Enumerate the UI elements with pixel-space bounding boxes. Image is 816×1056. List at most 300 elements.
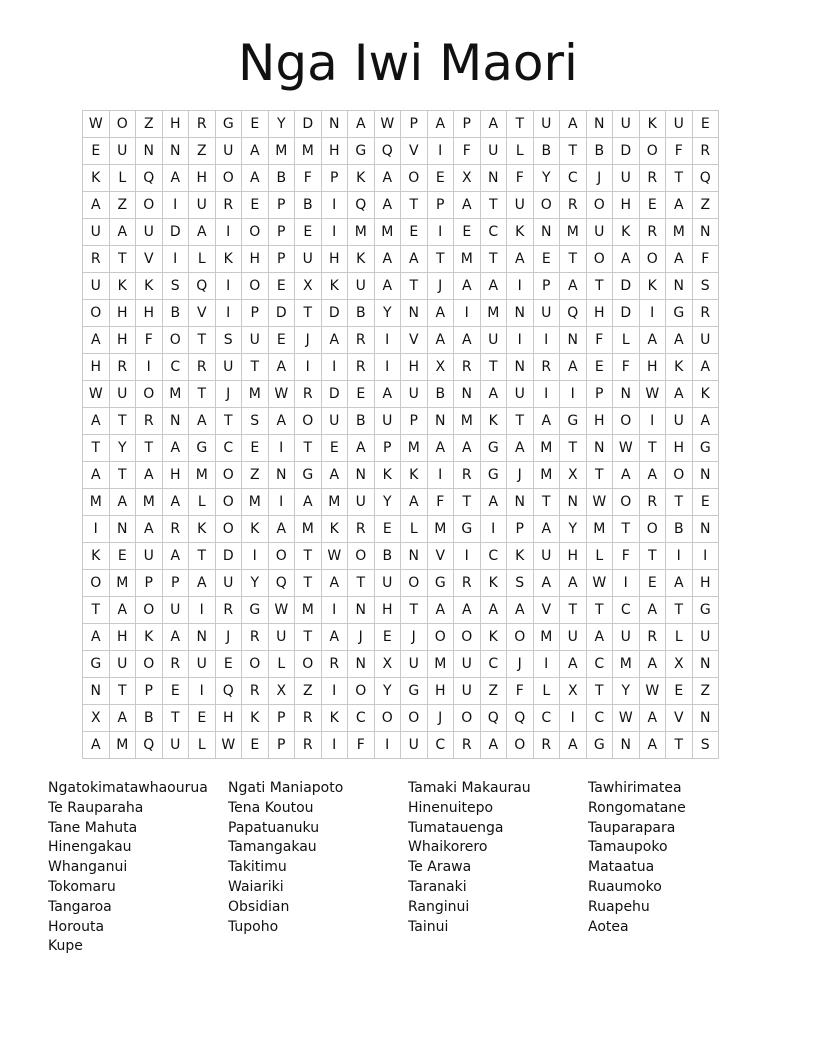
grid-cell[interactable]: B — [427, 381, 454, 408]
grid-cell[interactable]: D — [321, 300, 348, 327]
grid-cell[interactable]: M — [295, 138, 322, 165]
grid-cell[interactable]: K — [321, 273, 348, 300]
grid-cell[interactable]: H — [586, 408, 613, 435]
grid-cell[interactable]: M — [401, 435, 428, 462]
grid-cell[interactable]: K — [480, 408, 507, 435]
grid-cell[interactable]: A — [321, 624, 348, 651]
grid-cell[interactable]: I — [533, 381, 560, 408]
grid-cell[interactable]: W — [639, 381, 666, 408]
grid-cell[interactable]: M — [162, 381, 189, 408]
grid-cell[interactable]: R — [639, 624, 666, 651]
grid-cell[interactable]: A — [666, 570, 693, 597]
grid-cell[interactable]: F — [507, 678, 534, 705]
grid-cell[interactable]: C — [480, 219, 507, 246]
grid-cell[interactable]: W — [215, 732, 242, 759]
grid-cell[interactable]: A — [189, 408, 216, 435]
grid-cell[interactable]: A — [109, 219, 136, 246]
grid-cell[interactable]: U — [136, 543, 163, 570]
grid-cell[interactable]: C — [427, 732, 454, 759]
grid-cell[interactable]: A — [560, 273, 587, 300]
grid-cell[interactable]: A — [374, 381, 401, 408]
grid-cell[interactable]: R — [639, 219, 666, 246]
grid-cell[interactable]: F — [613, 543, 640, 570]
grid-cell[interactable]: R — [692, 300, 719, 327]
grid-cell[interactable]: M — [480, 300, 507, 327]
grid-cell[interactable]: P — [586, 381, 613, 408]
grid-cell[interactable]: F — [613, 354, 640, 381]
grid-cell[interactable]: L — [189, 732, 216, 759]
grid-cell[interactable]: W — [586, 489, 613, 516]
grid-cell[interactable]: A — [639, 732, 666, 759]
grid-cell[interactable]: K — [666, 354, 693, 381]
grid-cell[interactable]: I — [480, 516, 507, 543]
grid-cell[interactable]: U — [321, 408, 348, 435]
grid-cell[interactable]: I — [189, 597, 216, 624]
grid-cell[interactable]: B — [533, 138, 560, 165]
grid-cell[interactable]: V — [401, 138, 428, 165]
grid-cell[interactable]: L — [189, 246, 216, 273]
grid-cell[interactable]: C — [586, 705, 613, 732]
grid-cell[interactable]: I — [533, 651, 560, 678]
grid-cell[interactable]: K — [83, 543, 110, 570]
grid-cell[interactable]: P — [242, 300, 269, 327]
grid-cell[interactable]: U — [136, 219, 163, 246]
grid-cell[interactable]: R — [639, 489, 666, 516]
grid-cell[interactable]: A — [162, 624, 189, 651]
grid-cell[interactable]: K — [215, 246, 242, 273]
grid-cell[interactable]: W — [83, 111, 110, 138]
grid-cell[interactable]: G — [480, 462, 507, 489]
grid-cell[interactable]: U — [215, 354, 242, 381]
grid-cell[interactable]: E — [692, 111, 719, 138]
grid-cell[interactable]: C — [480, 651, 507, 678]
grid-cell[interactable]: L — [109, 165, 136, 192]
grid-cell[interactable]: K — [639, 111, 666, 138]
grid-cell[interactable]: A — [692, 408, 719, 435]
grid-cell[interactable]: M — [454, 246, 481, 273]
grid-cell[interactable]: A — [639, 462, 666, 489]
grid-cell[interactable]: N — [613, 381, 640, 408]
grid-cell[interactable]: P — [401, 111, 428, 138]
grid-cell[interactable]: A — [480, 597, 507, 624]
grid-cell[interactable]: I — [639, 408, 666, 435]
grid-cell[interactable]: L — [533, 678, 560, 705]
grid-cell[interactable]: J — [215, 624, 242, 651]
grid-cell[interactable]: A — [427, 435, 454, 462]
grid-cell[interactable]: U — [454, 651, 481, 678]
grid-cell[interactable]: M — [321, 489, 348, 516]
grid-cell[interactable]: G — [666, 300, 693, 327]
grid-cell[interactable]: I — [639, 300, 666, 327]
grid-cell[interactable]: S — [242, 408, 269, 435]
grid-cell[interactable]: N — [533, 219, 560, 246]
grid-cell[interactable]: K — [348, 246, 375, 273]
grid-cell[interactable]: N — [692, 705, 719, 732]
grid-cell[interactable]: Z — [109, 192, 136, 219]
grid-cell[interactable]: U — [692, 624, 719, 651]
grid-cell[interactable]: I — [374, 327, 401, 354]
grid-cell[interactable]: U — [666, 111, 693, 138]
grid-cell[interactable]: E — [83, 138, 110, 165]
grid-cell[interactable]: A — [83, 462, 110, 489]
grid-cell[interactable]: R — [242, 678, 269, 705]
grid-cell[interactable]: V — [427, 543, 454, 570]
grid-cell[interactable]: K — [401, 462, 428, 489]
grid-cell[interactable]: A — [83, 192, 110, 219]
grid-cell[interactable]: K — [480, 570, 507, 597]
grid-cell[interactable]: G — [454, 516, 481, 543]
grid-cell[interactable]: U — [109, 381, 136, 408]
grid-cell[interactable]: T — [295, 570, 322, 597]
grid-cell[interactable]: I — [507, 327, 534, 354]
grid-cell[interactable]: O — [374, 705, 401, 732]
grid-cell[interactable]: U — [586, 219, 613, 246]
grid-cell[interactable]: H — [189, 165, 216, 192]
grid-cell[interactable]: P — [162, 570, 189, 597]
grid-cell[interactable]: N — [321, 111, 348, 138]
grid-cell[interactable]: R — [162, 651, 189, 678]
grid-cell[interactable]: M — [83, 489, 110, 516]
grid-cell[interactable]: T — [586, 462, 613, 489]
grid-cell[interactable]: N — [401, 543, 428, 570]
grid-cell[interactable]: O — [136, 597, 163, 624]
grid-cell[interactable]: A — [268, 354, 295, 381]
grid-cell[interactable]: M — [613, 651, 640, 678]
grid-cell[interactable]: U — [215, 138, 242, 165]
grid-cell[interactable]: I — [295, 354, 322, 381]
grid-cell[interactable]: Q — [560, 300, 587, 327]
grid-cell[interactable]: W — [83, 381, 110, 408]
grid-cell[interactable]: E — [268, 273, 295, 300]
grid-cell[interactable]: N — [666, 273, 693, 300]
grid-cell[interactable]: E — [215, 651, 242, 678]
grid-cell[interactable]: M — [109, 570, 136, 597]
grid-cell[interactable]: J — [427, 273, 454, 300]
grid-cell[interactable]: F — [295, 165, 322, 192]
grid-cell[interactable]: I — [215, 300, 242, 327]
grid-cell[interactable]: R — [109, 354, 136, 381]
grid-cell[interactable]: T — [560, 246, 587, 273]
grid-cell[interactable]: O — [242, 273, 269, 300]
grid-cell[interactable]: U — [533, 111, 560, 138]
grid-cell[interactable]: M — [427, 651, 454, 678]
grid-cell[interactable]: V — [401, 327, 428, 354]
grid-cell[interactable]: G — [189, 435, 216, 462]
grid-cell[interactable]: O — [136, 192, 163, 219]
grid-cell[interactable]: U — [560, 624, 587, 651]
grid-cell[interactable]: M — [560, 219, 587, 246]
grid-cell[interactable]: I — [136, 354, 163, 381]
grid-cell[interactable]: A — [348, 111, 375, 138]
grid-cell[interactable]: H — [242, 246, 269, 273]
grid-cell[interactable]: Q — [374, 138, 401, 165]
grid-cell[interactable]: S — [692, 273, 719, 300]
grid-cell[interactable]: U — [83, 273, 110, 300]
grid-cell[interactable]: O — [348, 678, 375, 705]
grid-cell[interactable]: T — [162, 705, 189, 732]
grid-cell[interactable]: K — [692, 381, 719, 408]
grid-cell[interactable]: A — [666, 381, 693, 408]
grid-cell[interactable]: N — [83, 678, 110, 705]
grid-cell[interactable]: N — [348, 651, 375, 678]
grid-cell[interactable]: I — [454, 543, 481, 570]
grid-cell[interactable]: A — [83, 732, 110, 759]
grid-cell[interactable]: O — [268, 543, 295, 570]
grid-cell[interactable]: C — [480, 543, 507, 570]
grid-cell[interactable]: H — [639, 354, 666, 381]
grid-cell[interactable]: A — [401, 246, 428, 273]
grid-cell[interactable]: O — [586, 192, 613, 219]
grid-cell[interactable]: P — [268, 219, 295, 246]
grid-cell[interactable]: A — [162, 435, 189, 462]
grid-cell[interactable]: E — [639, 192, 666, 219]
grid-cell[interactable]: P — [533, 273, 560, 300]
grid-cell[interactable]: M — [454, 408, 481, 435]
grid-cell[interactable]: I — [268, 435, 295, 462]
grid-cell[interactable]: Y — [560, 516, 587, 543]
grid-cell[interactable]: O — [215, 516, 242, 543]
grid-cell[interactable]: R — [189, 354, 216, 381]
grid-cell[interactable]: O — [162, 327, 189, 354]
grid-cell[interactable]: Y — [374, 678, 401, 705]
grid-cell[interactable]: R — [162, 516, 189, 543]
grid-cell[interactable]: U — [692, 327, 719, 354]
grid-cell[interactable]: H — [427, 678, 454, 705]
grid-cell[interactable]: Z — [692, 192, 719, 219]
grid-cell[interactable]: X — [666, 651, 693, 678]
grid-cell[interactable]: H — [109, 624, 136, 651]
grid-cell[interactable]: A — [533, 570, 560, 597]
grid-cell[interactable]: T — [242, 354, 269, 381]
grid-cell[interactable]: T — [295, 624, 322, 651]
grid-cell[interactable]: A — [560, 570, 587, 597]
grid-cell[interactable]: A — [162, 489, 189, 516]
grid-cell[interactable]: T — [586, 273, 613, 300]
grid-cell[interactable]: B — [348, 300, 375, 327]
grid-cell[interactable]: X — [427, 354, 454, 381]
grid-cell[interactable]: A — [613, 246, 640, 273]
grid-cell[interactable]: R — [295, 381, 322, 408]
grid-cell[interactable]: B — [666, 516, 693, 543]
grid-cell[interactable]: I — [321, 678, 348, 705]
grid-cell[interactable]: K — [242, 705, 269, 732]
grid-cell[interactable]: T — [189, 327, 216, 354]
grid-cell[interactable]: V — [189, 300, 216, 327]
grid-cell[interactable]: U — [401, 651, 428, 678]
grid-cell[interactable]: A — [533, 408, 560, 435]
grid-cell[interactable]: P — [374, 435, 401, 462]
grid-cell[interactable]: S — [692, 732, 719, 759]
grid-cell[interactable]: W — [613, 435, 640, 462]
grid-cell[interactable]: C — [560, 165, 587, 192]
grid-cell[interactable]: N — [109, 516, 136, 543]
grid-cell[interactable]: O — [586, 246, 613, 273]
grid-cell[interactable]: R — [533, 354, 560, 381]
grid-cell[interactable]: R — [215, 597, 242, 624]
grid-cell[interactable]: J — [401, 624, 428, 651]
grid-cell[interactable]: A — [454, 273, 481, 300]
grid-cell[interactable]: E — [533, 246, 560, 273]
grid-cell[interactable]: J — [295, 327, 322, 354]
grid-cell[interactable]: P — [268, 705, 295, 732]
grid-cell[interactable]: R — [348, 354, 375, 381]
grid-cell[interactable]: A — [560, 651, 587, 678]
grid-cell[interactable]: A — [533, 516, 560, 543]
grid-cell[interactable]: A — [83, 327, 110, 354]
grid-cell[interactable]: R — [560, 192, 587, 219]
grid-cell[interactable]: O — [454, 705, 481, 732]
grid-cell[interactable]: M — [586, 516, 613, 543]
grid-cell[interactable]: K — [507, 219, 534, 246]
grid-cell[interactable]: A — [480, 273, 507, 300]
grid-cell[interactable]: T — [401, 192, 428, 219]
grid-cell[interactable]: N — [692, 516, 719, 543]
grid-cell[interactable]: U — [480, 327, 507, 354]
grid-cell[interactable]: P — [454, 111, 481, 138]
grid-cell[interactable]: W — [268, 597, 295, 624]
grid-cell[interactable]: F — [507, 165, 534, 192]
grid-cell[interactable]: O — [666, 462, 693, 489]
grid-cell[interactable]: A — [109, 705, 136, 732]
grid-cell[interactable]: H — [109, 300, 136, 327]
grid-cell[interactable]: U — [83, 219, 110, 246]
grid-cell[interactable]: T — [109, 246, 136, 273]
grid-cell[interactable]: U — [533, 543, 560, 570]
grid-cell[interactable]: J — [215, 381, 242, 408]
grid-cell[interactable]: C — [586, 651, 613, 678]
grid-cell[interactable]: D — [613, 273, 640, 300]
grid-cell[interactable]: T — [189, 543, 216, 570]
grid-cell[interactable]: Y — [268, 111, 295, 138]
grid-cell[interactable]: A — [295, 489, 322, 516]
grid-cell[interactable]: N — [427, 408, 454, 435]
grid-cell[interactable]: D — [613, 138, 640, 165]
grid-cell[interactable]: J — [586, 165, 613, 192]
grid-cell[interactable]: Q — [507, 705, 534, 732]
grid-cell[interactable]: R — [295, 732, 322, 759]
grid-cell[interactable]: A — [136, 516, 163, 543]
grid-cell[interactable]: H — [215, 705, 242, 732]
grid-cell[interactable]: W — [374, 111, 401, 138]
grid-cell[interactable]: C — [613, 597, 640, 624]
grid-cell[interactable]: M — [242, 489, 269, 516]
grid-cell[interactable]: Y — [533, 165, 560, 192]
grid-cell[interactable]: T — [586, 597, 613, 624]
grid-cell[interactable]: I — [321, 597, 348, 624]
grid-cell[interactable]: J — [507, 651, 534, 678]
grid-cell[interactable]: T — [295, 543, 322, 570]
grid-cell[interactable]: R — [242, 624, 269, 651]
grid-cell[interactable]: A — [427, 300, 454, 327]
grid-cell[interactable]: B — [162, 300, 189, 327]
grid-cell[interactable]: Z — [295, 678, 322, 705]
grid-cell[interactable]: A — [268, 516, 295, 543]
grid-cell[interactable]: V — [666, 705, 693, 732]
grid-cell[interactable]: I — [613, 570, 640, 597]
grid-cell[interactable]: M — [348, 219, 375, 246]
grid-cell[interactable]: F — [692, 246, 719, 273]
grid-cell[interactable]: A — [560, 111, 587, 138]
grid-cell[interactable]: O — [401, 165, 428, 192]
grid-cell[interactable]: E — [242, 732, 269, 759]
grid-cell[interactable]: T — [480, 354, 507, 381]
grid-cell[interactable]: R — [136, 408, 163, 435]
grid-cell[interactable]: U — [189, 651, 216, 678]
grid-cell[interactable]: U — [480, 138, 507, 165]
grid-cell[interactable]: A — [639, 705, 666, 732]
grid-cell[interactable]: E — [374, 624, 401, 651]
grid-cell[interactable]: A — [109, 597, 136, 624]
grid-cell[interactable]: T — [480, 192, 507, 219]
grid-cell[interactable]: H — [374, 597, 401, 624]
grid-cell[interactable]: I — [162, 192, 189, 219]
grid-cell[interactable]: H — [109, 327, 136, 354]
grid-cell[interactable]: O — [613, 489, 640, 516]
grid-cell[interactable]: N — [560, 489, 587, 516]
grid-cell[interactable]: R — [454, 462, 481, 489]
grid-cell[interactable]: T — [533, 489, 560, 516]
grid-cell[interactable]: V — [533, 597, 560, 624]
grid-cell[interactable]: Q — [136, 732, 163, 759]
grid-cell[interactable]: I — [507, 273, 534, 300]
grid-cell[interactable]: O — [136, 651, 163, 678]
grid-cell[interactable]: I — [189, 678, 216, 705]
grid-cell[interactable]: H — [666, 435, 693, 462]
grid-cell[interactable]: W — [321, 543, 348, 570]
grid-cell[interactable]: O — [639, 516, 666, 543]
grid-cell[interactable]: K — [109, 273, 136, 300]
grid-cell[interactable]: D — [613, 300, 640, 327]
grid-cell[interactable]: G — [348, 138, 375, 165]
grid-cell[interactable]: L — [268, 651, 295, 678]
grid-cell[interactable]: L — [613, 327, 640, 354]
grid-cell[interactable]: N — [162, 408, 189, 435]
grid-cell[interactable]: R — [454, 354, 481, 381]
grid-cell[interactable]: B — [268, 165, 295, 192]
grid-cell[interactable]: U — [348, 273, 375, 300]
grid-cell[interactable]: G — [560, 408, 587, 435]
grid-cell[interactable]: A — [454, 597, 481, 624]
grid-cell[interactable]: M — [268, 138, 295, 165]
grid-cell[interactable]: O — [533, 192, 560, 219]
grid-cell[interactable]: E — [348, 381, 375, 408]
grid-cell[interactable]: A — [480, 111, 507, 138]
grid-cell[interactable]: O — [507, 732, 534, 759]
grid-cell[interactable]: O — [242, 651, 269, 678]
grid-cell[interactable]: T — [109, 678, 136, 705]
grid-cell[interactable]: R — [639, 165, 666, 192]
grid-cell[interactable]: N — [560, 327, 587, 354]
grid-cell[interactable]: A — [639, 327, 666, 354]
grid-cell[interactable]: O — [295, 651, 322, 678]
grid-cell[interactable]: N — [136, 138, 163, 165]
grid-cell[interactable]: A — [189, 219, 216, 246]
grid-cell[interactable]: H — [162, 111, 189, 138]
grid-cell[interactable]: I — [321, 192, 348, 219]
grid-cell[interactable]: E — [242, 111, 269, 138]
grid-cell[interactable]: E — [295, 219, 322, 246]
grid-cell[interactable]: M — [295, 516, 322, 543]
grid-cell[interactable]: M — [189, 462, 216, 489]
grid-cell[interactable]: T — [560, 138, 587, 165]
grid-cell[interactable]: T — [507, 408, 534, 435]
grid-cell[interactable]: P — [507, 516, 534, 543]
grid-cell[interactable]: I — [560, 381, 587, 408]
grid-cell[interactable]: T — [639, 543, 666, 570]
grid-cell[interactable]: R — [295, 705, 322, 732]
grid-cell[interactable]: T — [189, 381, 216, 408]
grid-cell[interactable]: A — [321, 570, 348, 597]
